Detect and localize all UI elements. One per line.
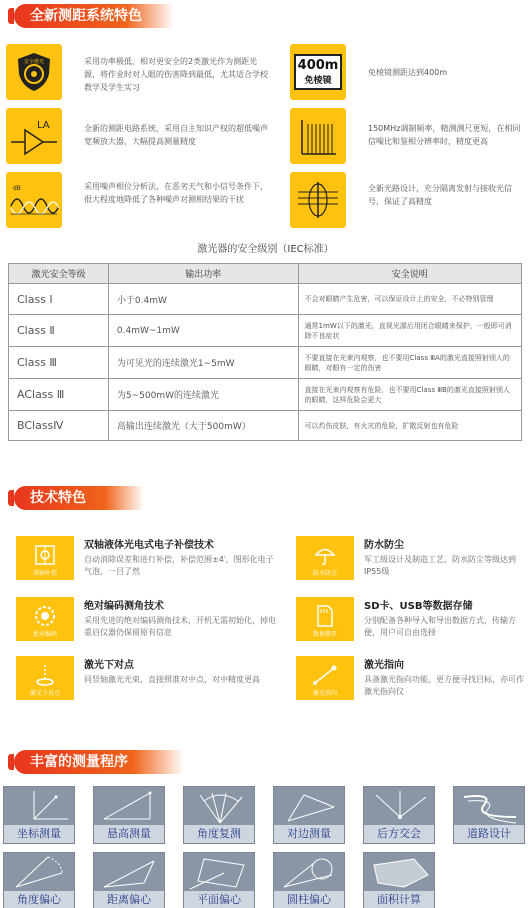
table-cell: Class Ⅰ	[9, 284, 109, 315]
feature-text: 150MHz调制频率，精测测尺更短，在相同信噪比和鉴相分辨率时，精度更高	[368, 124, 521, 146]
area-calc-icon	[364, 853, 436, 893]
feature-text: 全新光路设计，充分隔离发射与接收光信号，保证了高精度	[368, 184, 512, 206]
svg-text:LA: LA	[37, 120, 50, 131]
tech-item-storage	[296, 597, 526, 641]
plumb-laser-icon	[16, 656, 74, 700]
icon-caption: 双轴补偿	[32, 570, 57, 577]
table-row	[9, 379, 522, 411]
section-title-tech: 技术特色	[14, 486, 144, 510]
program-tile-angle-offset	[3, 852, 75, 908]
dual-axis-compensator-icon	[16, 536, 74, 580]
sd-card-icon	[296, 597, 354, 641]
icon-caption: 防水防尘	[312, 570, 337, 577]
table-cell: Class Ⅲ	[9, 347, 109, 379]
remote-height-icon	[94, 787, 166, 827]
table-header-row	[9, 264, 522, 284]
laser-pointer-icon	[296, 656, 354, 700]
program-tile-resection	[363, 786, 435, 844]
program-label: 悬高测量	[94, 825, 164, 843]
tech-title: 绝对编码测角技术	[84, 601, 164, 612]
program-label: 平面偏心	[184, 891, 254, 908]
table-header: 输出功率	[108, 264, 298, 284]
resection-icon	[364, 787, 436, 827]
program-tile-plane-offset	[183, 852, 255, 908]
feature-text: 全新的测距电路系统，采用自主知识产权的超低噪声宽频放大器，大幅提高测量精度	[84, 124, 268, 146]
laser-safety-table	[8, 263, 522, 441]
distance-offset-icon	[94, 853, 166, 893]
program-label: 道路设计	[454, 825, 524, 843]
program-tile-angle-repeat	[183, 786, 255, 844]
feature-400m	[290, 44, 526, 100]
table-row	[9, 284, 522, 315]
safety-badge-icon	[6, 44, 62, 100]
program-tile-area-calc	[363, 852, 435, 908]
program-tile-coordinate	[3, 786, 75, 844]
missing-line-icon	[274, 787, 346, 827]
frequency-comb-icon	[290, 108, 346, 164]
table-cell: 高输出连续激光（大于500mW）	[108, 411, 298, 441]
optical-path-icon	[290, 172, 346, 228]
amplifier-la-icon	[6, 108, 62, 164]
tech-item-laser-pointer	[296, 656, 526, 700]
section-title-programs: 丰富的测量程序	[14, 750, 184, 774]
tech-item-waterproof	[296, 536, 526, 580]
icon-caption: 绝对编码	[32, 631, 57, 638]
table-row	[9, 347, 522, 379]
feature-text: 免棱镜测距达到400m	[368, 68, 448, 77]
tech-title: 双轴液体光电式电子补偿技术	[84, 540, 214, 551]
tech-desc: 具备激光指向功能，更方便寻找目标，亦可作激光指向仪	[364, 675, 524, 696]
table-row	[9, 315, 522, 347]
icon-caption: 数据储存	[312, 631, 337, 638]
icon-caption: 激光指向	[312, 690, 337, 697]
table-row	[9, 411, 522, 441]
waveform-icon	[6, 172, 62, 228]
tech-desc: 采用先进的绝对编码测角技术，开机无需初始化，掉电重启仪器仍保留原有信息	[84, 616, 276, 637]
program-label: 角度偏心	[4, 891, 74, 908]
tech-desc: 自动消除误差和进行补偿，补偿范围±4′，图形化电子气泡，一目了然	[84, 555, 274, 576]
svg-text:dB: dB	[13, 185, 21, 192]
program-label: 对边测量	[274, 825, 344, 843]
range-400m-icon: 400m 免棱镜	[290, 44, 346, 100]
table-cell: 通常1mW以下的激光，直视光源后用闭合眼睛来保护，一般即可消除不良症状	[298, 315, 521, 347]
table-cell: 小于0.4mW	[108, 284, 298, 315]
program-tile-missing-line	[273, 786, 345, 844]
umbrella-icon	[296, 536, 354, 580]
tech-title: 防水防尘	[364, 540, 404, 551]
table-cell: 不要直接在光束内观察，也不要用Class ⅢA的激光直接照射别人的眼睛，对眼有一定的伤害	[298, 347, 521, 379]
program-tile-cylinder-offset	[273, 852, 345, 908]
tech-desc: 军工级设计及制造工艺，防水防尘等级达到IP55级	[364, 555, 516, 576]
table-header: 安全说明	[298, 264, 521, 284]
program-tile-road-design	[453, 786, 525, 844]
feature-safety-laser	[6, 44, 268, 100]
coordinate-icon	[4, 787, 76, 827]
icon-caption: 激光下对点	[29, 690, 60, 697]
tech-item-encoder	[16, 597, 278, 641]
program-label: 角度复测	[184, 825, 254, 843]
table-cell: 为5~500mW的连续激光	[108, 379, 298, 411]
road-design-icon	[454, 787, 526, 827]
tech-desc: 分别配备各种导入和导出数据方式，传输方便，用户可自由选择	[364, 616, 516, 637]
table-cell: AClass Ⅲ	[9, 379, 109, 411]
angle-repeat-icon	[184, 787, 256, 827]
feature-text: 采用功率极低、相对更安全的2类激光作为测距光源，将作业时对人眼的伤害降到最低，尤其适合学校教学及学生实习	[84, 57, 268, 92]
table-cell: 为可见光的连续激光1~5mW	[108, 347, 298, 379]
tech-title: 激光指向	[364, 660, 404, 671]
angle-offset-icon	[4, 853, 76, 893]
tech-item-compensator	[16, 536, 278, 580]
table-cell: Class Ⅱ	[9, 315, 109, 347]
table-title: 激光器的安全级别（IEC标准）	[197, 244, 334, 255]
program-label: 距离偏心	[94, 891, 164, 908]
tech-item-plumb	[16, 656, 278, 700]
program-tile-distance-offset	[93, 852, 165, 908]
section-title-new-ranging: 全新测距系统特色	[14, 4, 174, 28]
table-cell: 不会对眼睛产生危害，可以保证设计上的安全，不必特别管理	[298, 284, 521, 315]
table-cell: 可以灼伤皮肤，有火灾的危险，扩散反射也有危险	[298, 411, 521, 441]
table-cell: BClassⅣ	[9, 411, 109, 441]
tech-title: 激光下对点	[84, 660, 134, 671]
program-label: 后方交会	[364, 825, 434, 843]
program-label: 坐标测量	[4, 825, 74, 843]
table-cell: 0.4mW~1mW	[108, 315, 298, 347]
feature-optical-path	[290, 172, 526, 228]
tech-title: SD卡、USB等数据存储	[364, 601, 473, 612]
feature-text: 采用噪声相位分析法，在恶劣天气和小信号条件下，很大程度地降低了各种噪声对测相结果的干扰	[84, 182, 268, 204]
table-cell: 直接在光束内观察有危险，也不要用Class ⅢB的激光直接照射别人的眼睛，这样危险会更大	[298, 379, 521, 411]
encoder-icon	[16, 597, 74, 641]
feature-frequency	[290, 108, 526, 164]
program-tile-remote-height	[93, 786, 165, 844]
svg-text:安全激光: 安全激光	[23, 59, 45, 65]
feature-amplifier	[6, 108, 268, 164]
table-header: 激光安全等级	[9, 264, 109, 284]
tech-desc: 同竖轴激光光束，直接照准对中点，对中精度更高	[84, 675, 260, 684]
cylinder-offset-icon	[274, 853, 346, 893]
feature-noise-phase	[6, 172, 268, 228]
plane-offset-icon	[184, 853, 256, 893]
program-label: 面积计算	[364, 891, 434, 908]
program-label: 圆柱偏心	[274, 891, 344, 908]
